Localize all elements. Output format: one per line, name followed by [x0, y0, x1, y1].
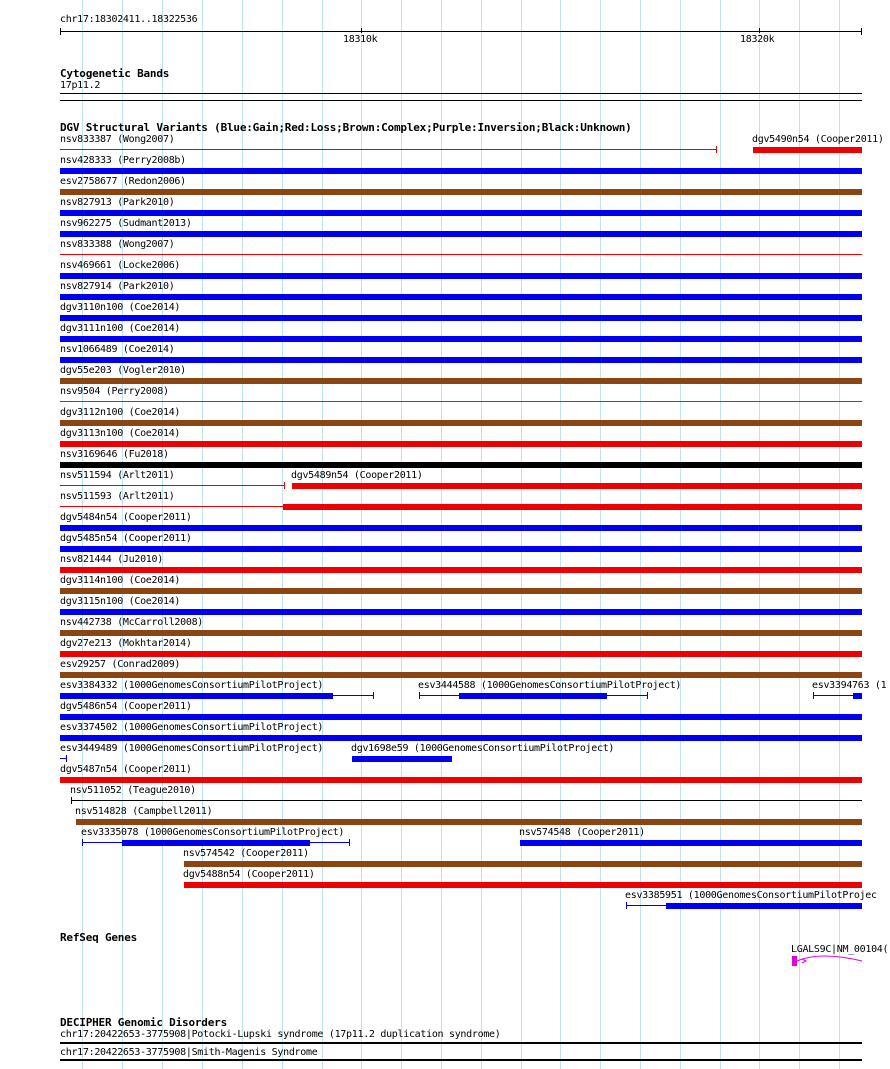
sv-label: nsv1066489 (Coe2014)	[60, 344, 175, 355]
sv-label: nsv3169646 (Fu2018)	[60, 449, 169, 460]
grid-line	[521, 0, 522, 1069]
sv-label: nsv574548 (Cooper2011)	[519, 827, 645, 838]
sv-feature[interactable]	[60, 273, 862, 279]
grid-line	[560, 0, 561, 1069]
sv-feature[interactable]	[184, 882, 862, 888]
sv-feature[interactable]	[60, 609, 862, 615]
sv-label: dgv5488n54 (Cooper2011)	[183, 869, 315, 880]
sv-feature[interactable]	[60, 735, 862, 741]
sv-feature[interactable]	[666, 903, 862, 909]
sv-label: nsv833388 (Wong2007)	[60, 239, 175, 250]
sv-label: dgv3114n100 (Coe2014)	[60, 575, 181, 586]
ruler-tick-label: 18320k	[740, 34, 775, 45]
decipher-feature[interactable]	[60, 1059, 862, 1061]
sv-label: esv3374502 (1000GenomesConsortiumPilotProject)	[60, 722, 324, 733]
sv-feature[interactable]	[60, 672, 862, 678]
sv-label: dgv3115n100 (Coe2014)	[60, 596, 181, 607]
sv-feature[interactable]	[352, 756, 452, 762]
sv-feature[interactable]	[60, 149, 716, 150]
sv-feature[interactable]	[60, 693, 333, 699]
decipher-feature[interactable]	[60, 1042, 862, 1044]
sv-label: nsv962275 (Sudmant2013)	[60, 218, 192, 229]
sv-feature[interactable]	[459, 693, 607, 699]
sv-label: dgv5484n54 (Cooper2011)	[60, 512, 192, 523]
sv-feature[interactable]	[76, 819, 862, 825]
grid-line	[600, 0, 601, 1069]
dgv-track-title: DGV Structural Variants (Blue:Gain;Red:Loss;Brown:Complex;Purple:Inversion;Black:Unknown)	[60, 121, 632, 134]
sv-feature[interactable]	[60, 315, 862, 321]
sv-feature[interactable]	[60, 420, 862, 426]
sv-feature[interactable]	[60, 588, 862, 594]
ruler-tick-label: 18310k	[343, 34, 378, 45]
grid-line	[481, 0, 482, 1069]
sv-feature[interactable]	[71, 800, 862, 801]
sv-label: dgv5490n54 (Cooper2011)	[752, 134, 884, 145]
sv-feature[interactable]	[853, 693, 862, 699]
sv-feature[interactable]	[60, 336, 862, 342]
ruler-tick	[60, 28, 61, 35]
grid-line	[202, 0, 203, 1069]
sv-feature[interactable]	[60, 254, 862, 255]
sv-label: esv3449489 (1000GenomesConsortiumPilotProject)	[60, 743, 324, 754]
grid-line	[282, 0, 283, 1069]
sv-label: esv29257 (Conrad2009)	[60, 659, 181, 670]
sv-label: nsv827913 (Park2010)	[60, 197, 175, 208]
ruler-coordinates: chr17:18302411..18322536	[60, 14, 198, 25]
sv-label: esv3335078 (1000GenomesConsortiumPilotProject)	[81, 827, 345, 838]
sv-label: esv3444588 (1000GenomesConsortiumPilotProject)	[418, 680, 682, 691]
sv-label: nsv511594 (Arlt2011)	[60, 470, 175, 481]
sv-label: dgv5489n54 (Cooper2011)	[291, 470, 423, 481]
sv-feature-whisker	[813, 695, 853, 696]
sv-label: esv3385951 (1000GenomesConsortiumPilotProjec	[625, 890, 877, 901]
sv-label: nsv469661 (Locke2006)	[60, 260, 181, 271]
sv-label: esv3384332 (1000GenomesConsortiumPilotProject)	[60, 680, 324, 691]
sv-feature[interactable]	[283, 504, 862, 510]
grid-line	[242, 0, 243, 1069]
decipher-track-title: DECIPHER Genomic Disorders	[60, 1016, 227, 1029]
sv-label: dgv27e213 (Mokhtar2014)	[60, 638, 192, 649]
sv-label: nsv9504 (Perry2008)	[60, 386, 169, 397]
sv-label: dgv3112n100 (Coe2014)	[60, 407, 181, 418]
sv-feature[interactable]	[60, 357, 862, 363]
sv-label: nsv514828 (Campbell2011)	[75, 806, 213, 817]
sv-label: dgv5487n54 (Cooper2011)	[60, 764, 192, 775]
decipher-label: chr17:20422653-3775908|Potocki-Lupski syndrome (17p11.2 duplication syndrome)	[60, 1029, 501, 1040]
sv-feature[interactable]	[60, 506, 284, 507]
sv-feature[interactable]	[520, 840, 862, 846]
sv-feature[interactable]	[60, 441, 862, 447]
sv-label: nsv821444 (Ju2010)	[60, 554, 163, 565]
sv-label: nsv428333 (Perry2008b)	[60, 155, 186, 166]
sv-feature[interactable]	[60, 777, 862, 783]
sv-feature[interactable]	[60, 485, 284, 486]
sv-label: dgv5486n54 (Cooper2011)	[60, 701, 192, 712]
gene-intron-line[interactable]	[796, 953, 866, 967]
refseq-track-title: RefSeq Genes	[60, 931, 138, 944]
sv-feature[interactable]	[60, 651, 862, 657]
grid-line	[441, 0, 442, 1069]
sv-label: dgv5485n54 (Cooper2011)	[60, 533, 192, 544]
ruler-tick	[361, 28, 362, 33]
sv-feature[interactable]	[60, 294, 862, 300]
sv-feature-end	[373, 692, 374, 699]
ruler-axis	[60, 31, 862, 32]
sv-label: esv2758677 (Redon2006)	[60, 176, 186, 187]
sv-feature[interactable]	[753, 147, 862, 153]
ruler-tick	[759, 28, 760, 33]
sv-feature[interactable]	[60, 168, 862, 174]
decipher-label: chr17:20422653-3775908|Smith-Magenis Syndrome	[60, 1047, 318, 1058]
sv-label: nsv574542 (Cooper2011)	[183, 848, 309, 859]
sv-feature-end	[284, 482, 285, 489]
sv-label: dgv1698e59 (1000GenomesConsortiumPilotProject)	[351, 743, 615, 754]
sv-feature[interactable]	[60, 462, 862, 468]
cytoband-track-title: Cytogenetic Bands	[60, 67, 170, 80]
sv-feature[interactable]	[292, 483, 862, 489]
sv-label: nsv511052 (Teague2010)	[70, 785, 196, 796]
sv-feature[interactable]	[122, 840, 310, 846]
sv-feature-end	[716, 146, 717, 153]
sv-label: nsv833387 (Wong2007)	[60, 134, 175, 145]
gene-label: LGALS9C|NM_00104(	[791, 944, 889, 955]
sv-feature-end	[349, 839, 350, 846]
sv-feature[interactable]	[60, 546, 862, 552]
sv-feature-whisker	[82, 842, 122, 843]
sv-feature[interactable]	[60, 714, 862, 720]
sv-feature[interactable]	[60, 525, 862, 531]
cytoband-feature[interactable]	[60, 93, 862, 101]
sv-label: dgv3111n100 (Coe2014)	[60, 323, 181, 334]
grid-line	[640, 0, 641, 1069]
sv-feature-whisker	[626, 905, 666, 906]
cytoband-label: 17p11.2	[60, 80, 101, 91]
sv-feature-end	[647, 692, 648, 699]
sv-feature[interactable]	[60, 231, 862, 237]
grid-line	[322, 0, 323, 1069]
ruler-tick	[861, 28, 862, 35]
sv-feature[interactable]	[60, 189, 862, 195]
sv-label: dgv55e203 (Vogler2010)	[60, 365, 186, 376]
sv-label: esv3394763 (1	[812, 680, 887, 691]
grid-line	[361, 0, 362, 1069]
sv-feature-whisker	[419, 695, 459, 696]
sv-label: nsv827914 (Park2010)	[60, 281, 175, 292]
sv-feature[interactable]	[60, 567, 862, 573]
sv-feature[interactable]	[60, 210, 862, 216]
sv-feature[interactable]	[60, 378, 862, 384]
sv-label: dgv3113n100 (Coe2014)	[60, 428, 181, 439]
sv-feature[interactable]	[184, 861, 862, 867]
grid-line	[401, 0, 402, 1069]
sv-label: dgv3110n100 (Coe2014)	[60, 302, 181, 313]
sv-feature-whisker	[310, 842, 349, 843]
sv-feature-whisker	[333, 695, 373, 696]
sv-feature-whisker	[607, 695, 647, 696]
sv-label: nsv511593 (Arlt2011)	[60, 491, 175, 502]
sv-feature[interactable]	[60, 401, 862, 402]
sv-feature[interactable]	[60, 630, 862, 636]
sv-label: nsv442738 (McCarroll2008)	[60, 617, 204, 628]
sv-feature-end	[66, 755, 67, 762]
